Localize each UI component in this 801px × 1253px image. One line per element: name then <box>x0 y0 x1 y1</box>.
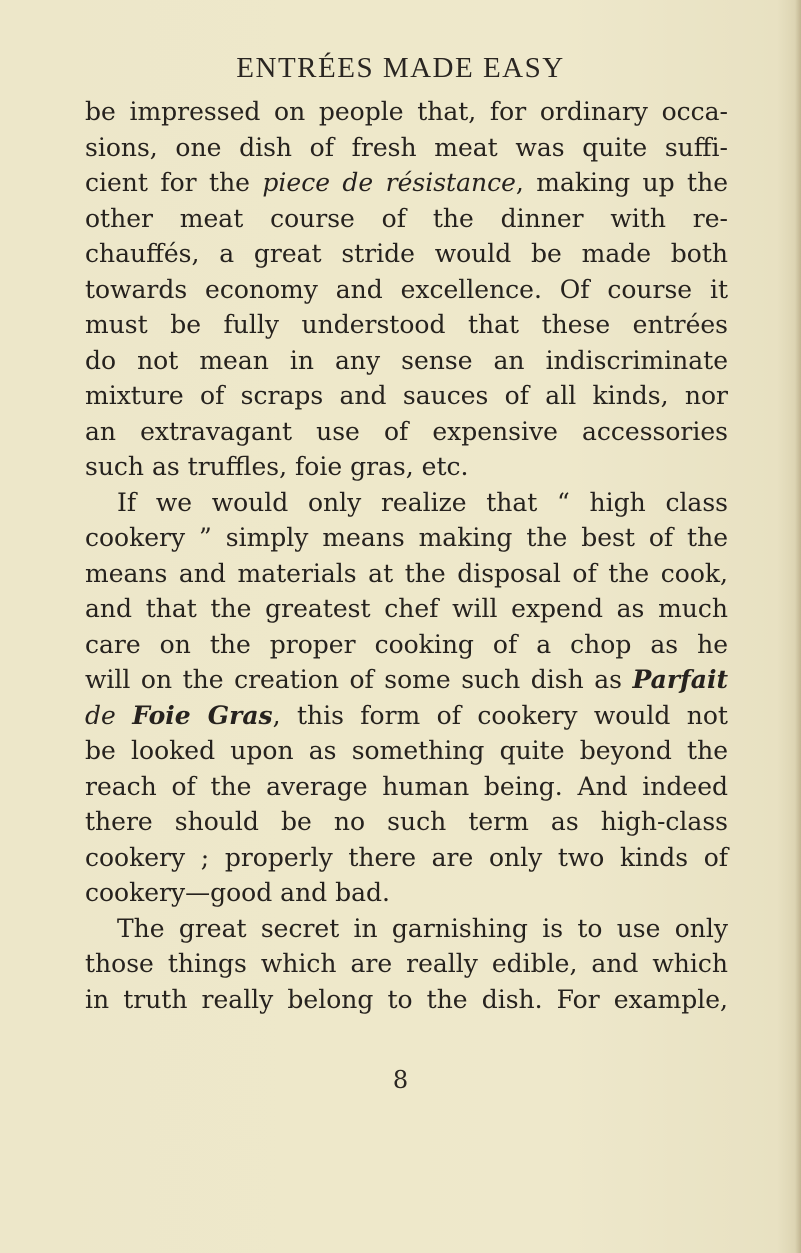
text-run: care on the proper cooking of a chop as he <box>85 629 728 659</box>
text-line <box>85 556 728 592</box>
text-line <box>85 982 728 1018</box>
text-line <box>85 911 728 947</box>
body-text <box>85 94 728 1017</box>
text-line <box>85 165 728 201</box>
text-run: do not mean in any sense an indiscriminate <box>85 345 728 375</box>
running-head: ENTRÉES MADE EASY <box>236 52 565 84</box>
text-run: will on the creation of some such dish as <box>85 665 633 694</box>
text-run: If we would only realize that “ high class <box>117 487 728 517</box>
text-line <box>85 130 728 166</box>
text-run: an extravagant use of expensive accessories <box>85 416 728 446</box>
text-run: cookery ” simply means making the best of the <box>85 523 728 552</box>
text-line <box>85 485 728 521</box>
emphasis-text: piece de résistance <box>262 168 516 197</box>
text-line <box>85 414 728 450</box>
emphasis-text: Parfait <box>632 665 728 694</box>
text-run <box>116 701 132 730</box>
text-line <box>85 804 728 840</box>
text-run: cient for the <box>85 168 263 197</box>
text-run: those things which are really edible, and which <box>85 949 728 978</box>
text-line <box>85 840 728 876</box>
text-line <box>85 378 728 414</box>
text-line <box>85 733 728 769</box>
text-line <box>85 272 728 308</box>
text-run: The great secret in garnishing is to use only <box>117 913 728 943</box>
text-run: mixture of scraps and sauces of all kinds, nor <box>85 381 728 410</box>
text-line <box>85 946 728 982</box>
text-line <box>85 662 728 698</box>
text-line <box>85 769 728 805</box>
text-run: be impressed on people that, for ordinary occa- <box>85 97 728 126</box>
text-run: such as truffles, foie gras, etc. <box>85 452 469 481</box>
text-line <box>85 201 728 237</box>
text-run: , making up the <box>515 168 729 197</box>
text-run: reach of the average human being. And indeed <box>85 771 728 801</box>
text-line <box>85 94 728 130</box>
text-line <box>85 343 728 379</box>
text-run: cookery ; properly there are only two kinds of <box>85 842 728 872</box>
text-run: and that the greatest chef will expend as much <box>85 594 728 623</box>
text-run: sions, one dish of fresh meat was quite suffi- <box>85 132 728 162</box>
text-run: in truth really belong to the dish. For example, <box>85 984 728 1014</box>
text-run: there should be no such term as high-class <box>85 807 728 836</box>
text-line <box>85 449 728 485</box>
text-run: be looked upon as something quite beyond the <box>85 736 728 765</box>
text-line <box>85 307 728 343</box>
text-line <box>85 591 728 627</box>
text-run: other meat course of the dinner with re- <box>85 203 728 233</box>
text-run: chauffés, a great stride would be made both <box>85 239 728 268</box>
text-line <box>85 627 728 663</box>
page-number: 8 <box>392 1066 409 1094</box>
text-run: means and materials at the disposal of the cook, <box>85 558 728 588</box>
emphasis-text: de <box>85 700 116 730</box>
text-line <box>85 236 728 272</box>
emphasis-text: Foie Gras <box>132 700 273 730</box>
text-run: towards economy and excellence. Of course it <box>85 274 728 304</box>
text-line <box>85 875 728 911</box>
text-line <box>85 520 728 556</box>
text-run: , this form of cookery would not <box>272 700 728 730</box>
text-run: cookery—good and bad. <box>85 878 390 907</box>
text-run: must be fully understood that these entrées <box>85 310 728 339</box>
text-line <box>85 698 728 734</box>
